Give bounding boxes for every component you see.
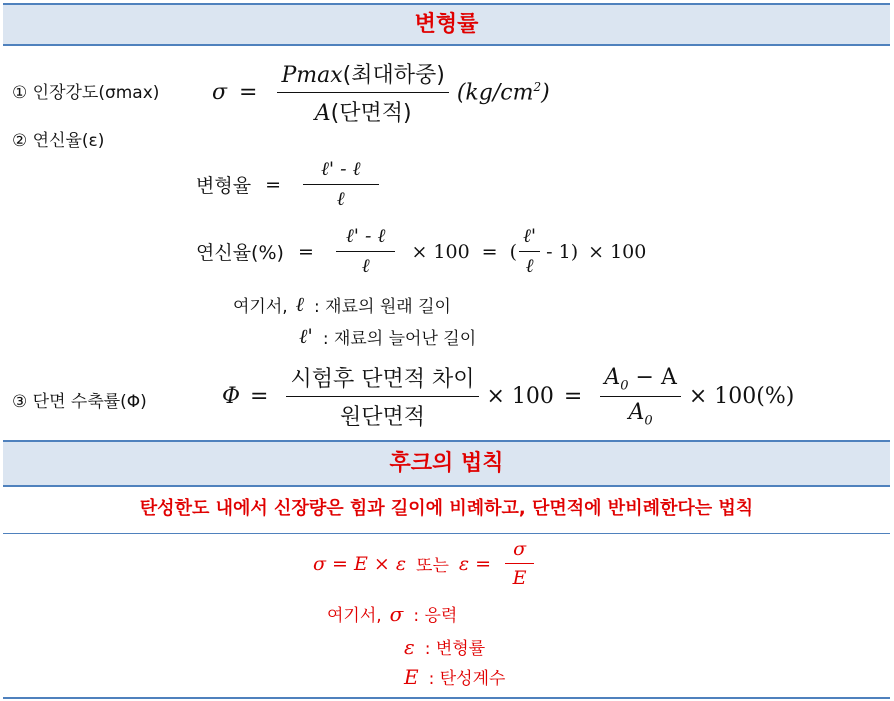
numerator-kor: (최대하중) bbox=[342, 63, 445, 88]
area-fraction bbox=[286, 362, 478, 431]
inner-denominator: ℓ bbox=[525, 255, 534, 277]
where2-text: : 재료의 늘어난 길이 bbox=[322, 329, 477, 349]
equals-sign: = bbox=[250, 384, 269, 409]
section-title-hooke: 후크의 법칙 bbox=[389, 451, 504, 476]
bottom-divider bbox=[3, 697, 890, 699]
hooke-where1-text: : 응력 bbox=[413, 606, 458, 626]
hooke-where3-text: : 탄성계수 bbox=[428, 669, 506, 689]
times-100: × 100 bbox=[411, 240, 470, 263]
hooke-fraction bbox=[505, 538, 534, 589]
hooke-numerator: σ bbox=[505, 538, 534, 564]
area-denominator: 원단면적 bbox=[339, 405, 425, 430]
denominator-var: A bbox=[314, 101, 331, 126]
equals-sign: = bbox=[297, 240, 314, 263]
where1-text: : 재료의 원래 길이 bbox=[314, 297, 451, 317]
strain-label: 변형율 bbox=[196, 175, 252, 197]
hooke-where2-text: : 변형률 bbox=[424, 639, 486, 659]
ell-symbol: ℓ bbox=[295, 292, 305, 316]
tensile-strength-formula bbox=[212, 58, 550, 127]
hooke-where-label: 여기서, bbox=[327, 606, 382, 626]
strain-denominator: ℓ bbox=[336, 188, 345, 210]
item-area-reduction-label: ③ 단면 수축률(Φ) bbox=[12, 392, 147, 412]
tensile-fraction bbox=[277, 58, 448, 127]
section-header-strain bbox=[3, 3, 890, 46]
minus-one: - 1) bbox=[546, 240, 579, 263]
inner-numerator: ℓ' bbox=[519, 225, 540, 252]
where-elongation-1 bbox=[233, 292, 451, 317]
hooke-eps-symbol: ε bbox=[404, 634, 415, 659]
area-numerator: 시험후 단면적 차이 bbox=[286, 362, 478, 397]
area-fraction-2: $\frac{A_0 - A}{A_0}$ bbox=[600, 365, 680, 429]
hooke-where-3 bbox=[404, 664, 505, 689]
sigma-symbol: σ bbox=[212, 80, 228, 105]
hooke-lhs: σ = E × ε bbox=[313, 552, 407, 575]
denominator-kor: (단면적) bbox=[330, 101, 412, 126]
item-tensile-strength-label: ① 인장강도(σmax) bbox=[12, 83, 160, 103]
numerator-var: Pmax bbox=[281, 63, 343, 88]
equals-sign: = bbox=[265, 173, 281, 196]
hooke-sigma-symbol: σ bbox=[389, 601, 404, 626]
times-100b: × 100 bbox=[588, 240, 647, 263]
item-elongation-label: ② 연신율(ε) bbox=[12, 131, 105, 151]
hooke-where-2 bbox=[404, 634, 485, 659]
times-100-percent: × 100(%) bbox=[688, 384, 795, 409]
hooke-where-1 bbox=[327, 601, 457, 626]
hooke-eps: ε = bbox=[458, 552, 492, 575]
elongation-formula bbox=[196, 225, 646, 278]
inner-fraction bbox=[519, 225, 540, 278]
ell-prime-symbol: ℓ' bbox=[299, 324, 313, 348]
phi-symbol: Φ bbox=[222, 384, 241, 409]
hooke-e-symbol: E bbox=[404, 664, 419, 689]
hooke-law-statement: 탄성한도 내에서 신장량은 힘과 길이에 비례하고, 단면적에 반비례한다는 법칙 bbox=[3, 485, 890, 534]
strain-formula bbox=[196, 158, 387, 211]
strain-fraction bbox=[303, 158, 379, 211]
elongation-numerator: ℓ' - ℓ bbox=[336, 225, 396, 252]
times-100: × 100 bbox=[486, 384, 554, 409]
hooke-denominator: E bbox=[512, 567, 527, 589]
area-reduction-formula bbox=[222, 362, 794, 431]
equals-sign: = bbox=[239, 80, 258, 105]
where-label: 여기서, bbox=[233, 297, 288, 317]
elongation-fraction bbox=[336, 225, 396, 278]
section-title-strain: 변형률 bbox=[414, 12, 479, 37]
equals-sign-2: = bbox=[563, 384, 583, 409]
section-header-hooke bbox=[3, 440, 890, 487]
equals-sign-2: = bbox=[481, 240, 498, 263]
hooke-or: 또는 bbox=[416, 556, 449, 576]
unit-text: $(kg/cm^2)$ bbox=[456, 79, 550, 106]
elongation-label: 연신율(%) bbox=[196, 242, 284, 264]
where-elongation-2 bbox=[299, 324, 476, 349]
hooke-formula bbox=[313, 538, 542, 589]
elongation-denominator: ℓ bbox=[361, 255, 370, 277]
strain-numerator: ℓ' - ℓ bbox=[303, 158, 379, 185]
paren-open: ( bbox=[509, 240, 518, 263]
